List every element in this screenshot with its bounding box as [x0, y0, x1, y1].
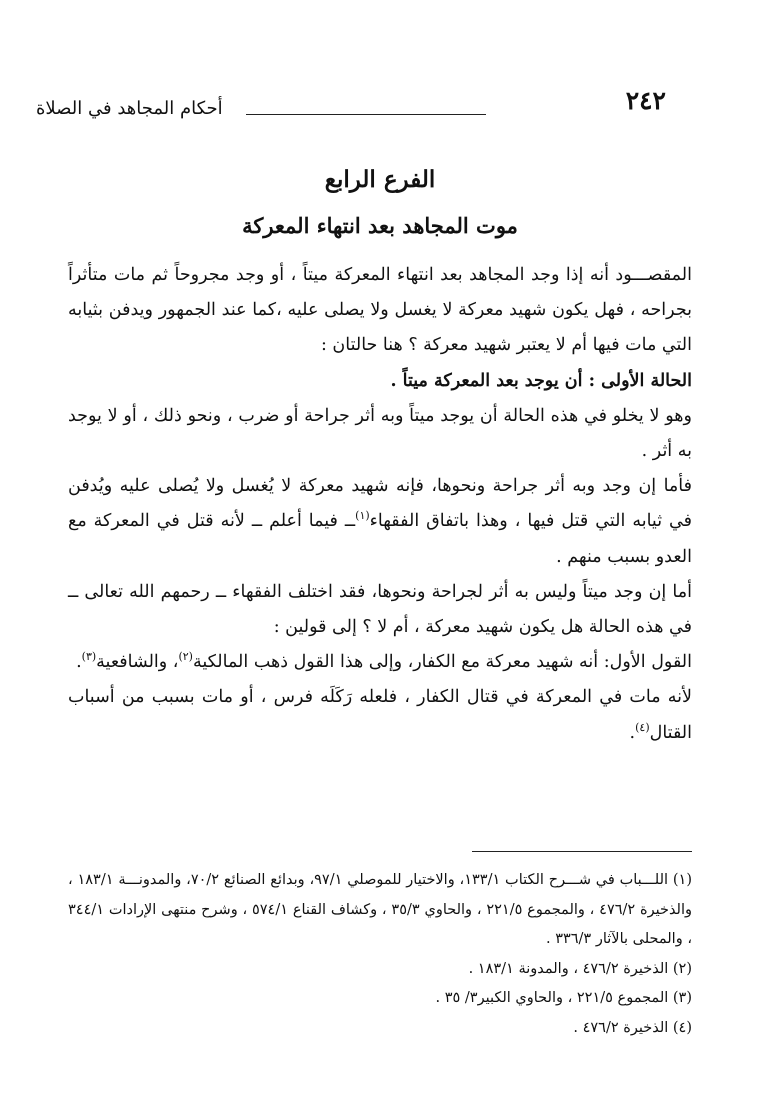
footnote-ref-4: (٤) [635, 720, 650, 734]
running-title: أحكام المجاهد في الصلاة [36, 98, 223, 119]
footnote-4: (٤) الذخيرة ٤٧٦/٢ . [573, 1019, 692, 1036]
section-title: الفرع الرابع [324, 166, 436, 193]
paragraph-reasoning [68, 680, 692, 750]
footnote-1: (١) اللـــباب في شـــرح الكتاب ١٣٣/١، والاختيار للموصلي ٩٧/١، وبدائع الصنائع ٧٠/٢، والمدونـــة ١٨٣/١ ، والذخيرة ٤٧٦/٢ ، والمجموع ٢٢١/٥ ، والحاوي ٣٥/٣ ، وكشاف القناع ٥٧٤/١ ، وشرح منتهى الإرادات ٣٤٤/١ ، والمحلى بالآثار ٣٣٦/٣ . [68, 872, 693, 947]
paragraph-first-case: الحالة الأولى : أن يوجد بعد المعركة ميتاً . [390, 370, 692, 391]
body-text [68, 258, 692, 751]
paragraph-text: القول الأول: أنه شهيد معركة مع الكفار، وإلى هذا القول ذهب المالكية [192, 652, 692, 673]
page-header [36, 84, 724, 124]
footnote-3: (٣) المجموع ٢٢١/٥ ، والحاوي الكبير٣/ ٣٥ . [435, 990, 692, 1006]
paragraph-text: ــ فيما أعلم ــ لأنه قتل في المعركة مع العدو بسبب منهم . [68, 511, 692, 567]
page-number: ٢٤٢ [625, 86, 666, 115]
paragraph-no-wound: أما إن وجد ميتاً وليس به أثر لجراحة ونحوها، فقد اختلف الفقهاء ــ رحمهم الله تعالى ــ في هذه الحالة هل يكون شهيد معركة ، أم لا ؟ إلى قولين : [68, 581, 692, 638]
footnote-ref-2: (٢) [178, 650, 193, 664]
section-subtitle: موت المجاهد بعد انتهاء المعركة [242, 213, 518, 238]
footnote-2: (٢) الذخيرة ٤٧٦/٢ ، والمدونة ١٨٣/١ . [468, 960, 692, 977]
paragraph-wounded-ruling [68, 469, 692, 575]
footnote-separator [472, 851, 692, 852]
paragraph-text: فأما إن وجد وبه أثر جراحة ونحوها، فإنه شهيد معركة لا يُغسل ولا يُصلى عليه ويُدفن في ثيابه التي قتل فيها ، وهذا باتفاق الفقهاء [68, 476, 693, 532]
paragraph-text: ، والشافعية [96, 652, 179, 673]
paragraph-intro: المقصـــود أنه إذا وجد المجاهد بعد انتهاء المعركة ميتاً ، أو وجد مجروحاً ثم مات متأثراً بجراحه ، فهل يكون شهيد معركة لا يغسل ولا يصلى عليه ،كما عند الجمهور ويدفن بثيابه التي مات فيها أم لا يعتبر شهيد معركة ؟ هنا حالتان : [68, 265, 692, 356]
paragraph-text: . [629, 722, 636, 743]
footnotes [68, 866, 692, 1043]
footnote-ref-1: (١) [355, 509, 370, 523]
paragraph-first-opinion [68, 645, 692, 680]
paragraph-text: . [76, 652, 82, 673]
paragraph-text: لأنه مات في المعركة في قتال الكفار ، فلعله رَكَلَه فرس ، أو مات بسبب من أسباب القتال [68, 687, 692, 743]
paragraph-case-detail: وهو لا يخلو في هذه الحالة أن يوجد ميتاً وبه أثر جراحة أو ضرب ، ونحو ذلك ، أو لا يوجد به أثر . [68, 405, 692, 462]
header-rule [246, 114, 486, 115]
footnote-ref-3: (٣) [81, 650, 97, 664]
